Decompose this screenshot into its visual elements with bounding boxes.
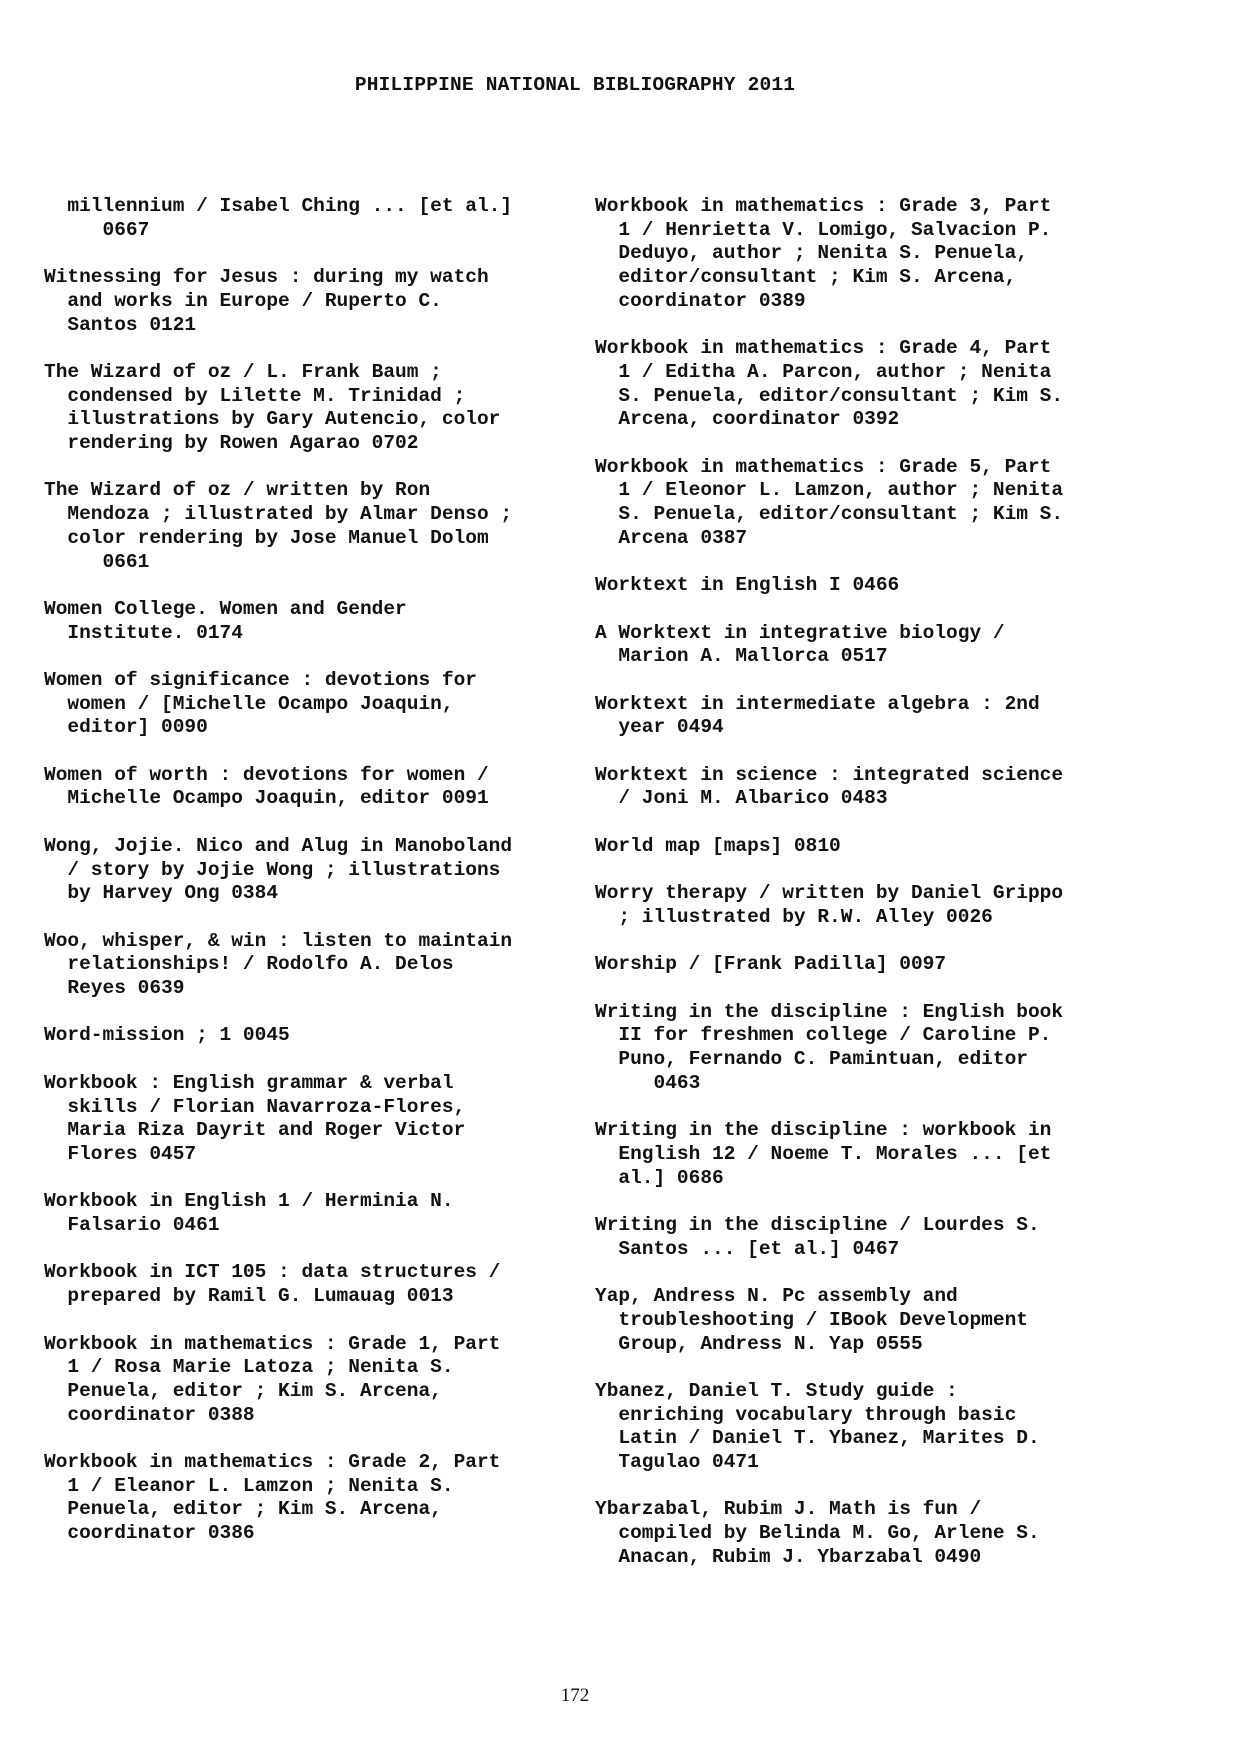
entry-line: Women College. Women and Gender <box>44 597 407 620</box>
entry-line: Writing in the discipline : workbook in <box>595 1119 1052 1142</box>
bibliography-entry <box>595 1214 1115 1261</box>
entry-line: ; illustrated by R.W. Alley 0026 <box>595 905 993 928</box>
entry-line: editor/consultant ; Kim S. Arcena, <box>595 266 1017 289</box>
entry-line: Workbook in mathematics : Grade 2, Part <box>44 1451 501 1474</box>
page-header-title: PHILIPPINE NATIONAL BIBLIOGRAPHY 2011 <box>354 74 796 96</box>
entry-line: 0667 <box>44 218 150 241</box>
entry-line: illustrations by Gary Autencio, color <box>44 408 501 431</box>
bibliography-entry <box>44 1451 564 1546</box>
entry-line: coordinator 0388 <box>44 1403 255 1426</box>
entry-line: Arcena 0387 <box>595 526 748 549</box>
left-column <box>44 195 564 1570</box>
entry-line: Women of significance : devotions for <box>44 668 477 691</box>
bibliography-entry <box>595 953 1115 977</box>
bibliography-entry <box>595 1119 1115 1190</box>
entry-line: Maria Riza Dayrit and Roger Victor <box>44 1119 466 1142</box>
bibliography-entry <box>44 1072 564 1167</box>
entry-line: A Worktext in integrative biology / <box>595 621 1005 644</box>
entry-line: / story by Jojie Wong ; illustrations <box>44 858 501 881</box>
entry-line: Woo, whisper, & win : listen to maintain <box>44 929 513 952</box>
entry-line: 1 / Eleonor L. Lamzon, author ; Nenita <box>595 479 1064 502</box>
page-number: 172 <box>560 1685 590 1706</box>
entry-line: Word-mission ; 1 0045 <box>44 1024 290 1047</box>
entry-line: Worktext in English I 0466 <box>595 574 900 597</box>
entry-line: Workbook in mathematics : Grade 4, Part <box>595 337 1052 360</box>
entry-line: The Wizard of oz / L. Frank Baum ; <box>44 360 442 383</box>
entry-line: Penuela, editor ; Kim S. Arcena, <box>44 1498 442 1521</box>
bibliography-entry <box>44 1333 564 1428</box>
bibliography-entry <box>595 1285 1115 1356</box>
entry-line: al.] 0686 <box>595 1166 724 1189</box>
entry-line: enriching vocabulary through basic <box>595 1403 1017 1426</box>
entry-line: Workbook in English 1 / Herminia N. <box>44 1190 454 1213</box>
entry-line: coordinator 0386 <box>44 1522 255 1545</box>
entry-line: Institute. 0174 <box>44 621 243 644</box>
entry-line: Worry therapy / written by Daniel Grippo <box>595 882 1064 905</box>
entry-line: Penuela, editor ; Kim S. Arcena, <box>44 1379 442 1402</box>
bibliography-entry <box>595 622 1115 669</box>
entry-line: 1 / Editha A. Parcon, author ; Nenita <box>595 360 1052 383</box>
right-column <box>595 195 1115 1593</box>
entry-line: troubleshooting / IBook Development <box>595 1308 1028 1331</box>
entry-line: Writing in the discipline : English book <box>595 1000 1064 1023</box>
entry-line: Marion A. Mallorca 0517 <box>595 645 888 668</box>
entry-line: Reyes 0639 <box>44 977 185 1000</box>
entry-line: 1 / Henrietta V. Lomigo, Salvacion P. <box>595 218 1052 241</box>
entry-line: Tagulao 0471 <box>595 1451 759 1474</box>
entry-line: and works in Europe / Ruperto C. <box>44 289 442 312</box>
bibliography-entry <box>44 1261 564 1308</box>
entry-line: English 12 / Noeme T. Morales ... [et <box>595 1142 1052 1165</box>
entry-line: Workbook in mathematics : Grade 3, Part <box>595 195 1052 217</box>
bibliography-entry <box>595 693 1115 740</box>
entry-line: relationships! / Rodolfo A. Delos <box>44 953 454 976</box>
entry-line: Worship / [Frank Padilla] 0097 <box>595 953 947 976</box>
entry-line: color rendering by Jose Manuel Dolom <box>44 526 489 549</box>
entry-line: Latin / Daniel T. Ybanez, Marites D. <box>595 1427 1040 1450</box>
bibliography-entry <box>44 266 564 337</box>
entry-line: Falsario 0461 <box>44 1214 220 1237</box>
entry-line: 0661 <box>44 550 150 573</box>
entry-line: year 0494 <box>595 716 724 739</box>
entry-line: condensed by Lilette M. Trinidad ; <box>44 384 466 407</box>
bibliography-entry <box>595 195 1115 314</box>
bibliography-entry <box>44 195 564 242</box>
bibliography-entry <box>44 479 564 574</box>
entry-line: The Wizard of oz / written by Ron <box>44 479 431 502</box>
entry-line: Anacan, Rubim J. Ybarzabal 0490 <box>595 1545 982 1568</box>
entry-line: editor] 0090 <box>44 716 208 739</box>
entry-line: Deduyo, author ; Nenita S. Penuela, <box>595 242 1028 265</box>
entry-line: skills / Florian Navarroza-Flores, <box>44 1095 466 1118</box>
entry-line: World map [maps] 0810 <box>595 834 841 857</box>
bibliography-entry <box>595 882 1115 929</box>
entry-line: Santos 0121 <box>44 313 197 336</box>
entry-line: rendering by Rowen Agarao 0702 <box>44 432 419 454</box>
entry-line: Wong, Jojie. Nico and Alug in Manoboland <box>44 834 513 857</box>
entry-line: women / [Michelle Ocampo Joaquin, <box>44 692 454 715</box>
entry-line: coordinator 0389 <box>595 289 806 312</box>
entry-line: S. Penuela, editor/consultant ; Kim S. <box>595 384 1064 407</box>
entry-line: Santos ... [et al.] 0467 <box>595 1237 900 1260</box>
entry-line: 1 / Rosa Marie Latoza ; Nenita S. <box>44 1356 454 1379</box>
entry-line: Writing in the discipline / Lourdes S. <box>595 1214 1040 1237</box>
entry-line: Ybanez, Daniel T. Study guide : <box>595 1379 958 1402</box>
entry-line: Witnessing for Jesus : during my watch <box>44 266 489 289</box>
entry-line: S. Penuela, editor/consultant ; Kim S. <box>595 503 1064 526</box>
entry-line: Women of worth : devotions for women / <box>44 763 489 786</box>
entry-line: millennium / Isabel Ching ... [et al.] <box>44 195 513 217</box>
entry-line: Workbook : English grammar & verbal <box>44 1071 454 1094</box>
entry-line: II for freshmen college / Caroline P. <box>595 1024 1052 1047</box>
bibliography-entry <box>44 361 564 456</box>
entry-line: Arcena, coordinator 0392 <box>595 408 900 431</box>
bibliography-entry <box>595 835 1115 859</box>
entry-line: Workbook in mathematics : Grade 5, Part <box>595 455 1052 478</box>
entry-line: Ybarzabal, Rubim J. Math is fun / <box>595 1498 982 1521</box>
entry-line: 0463 <box>595 1071 701 1094</box>
entry-line: Workbook in mathematics : Grade 1, Part <box>44 1332 501 1355</box>
entry-line: prepared by Ramil G. Lumauag 0013 <box>44 1285 454 1308</box>
bibliography-entry <box>595 1498 1115 1569</box>
entry-line: Mendoza ; illustrated by Almar Denso ; <box>44 503 513 526</box>
bibliography-entry <box>595 1001 1115 1096</box>
entry-line: Flores 0457 <box>44 1142 197 1165</box>
entry-line: Yap, Andress N. Pc assembly and <box>595 1285 958 1308</box>
entry-line: Worktext in intermediate algebra : 2nd <box>595 692 1040 715</box>
entry-line: Group, Andress N. Yap 0555 <box>595 1332 923 1355</box>
bibliography-entry <box>44 598 564 645</box>
entry-line: compiled by Belinda M. Go, Arlene S. <box>595 1522 1040 1545</box>
bibliography-entry <box>44 669 564 740</box>
entry-line: Workbook in ICT 105 : data structures / <box>44 1261 501 1284</box>
bibliography-entry <box>595 574 1115 598</box>
entry-line: 1 / Eleanor L. Lamzon ; Nenita S. <box>44 1474 454 1497</box>
entry-line: Worktext in science : integrated science <box>595 763 1064 786</box>
bibliography-entry <box>44 930 564 1001</box>
bibliography-entry <box>44 835 564 906</box>
bibliography-entry <box>44 1024 564 1048</box>
bibliography-entry <box>595 456 1115 551</box>
bibliography-entry <box>595 764 1115 811</box>
bibliography-entry <box>44 1190 564 1237</box>
entry-line: / Joni M. Albarico 0483 <box>595 787 888 810</box>
entry-line: by Harvey Ong 0384 <box>44 882 279 905</box>
entry-line: Michelle Ocampo Joaquin, editor 0091 <box>44 787 489 810</box>
bibliography-entry <box>595 1380 1115 1475</box>
entry-line: Puno, Fernando C. Pamintuan, editor <box>595 1048 1028 1071</box>
bibliography-entry <box>44 764 564 811</box>
bibliography-entry <box>595 337 1115 432</box>
